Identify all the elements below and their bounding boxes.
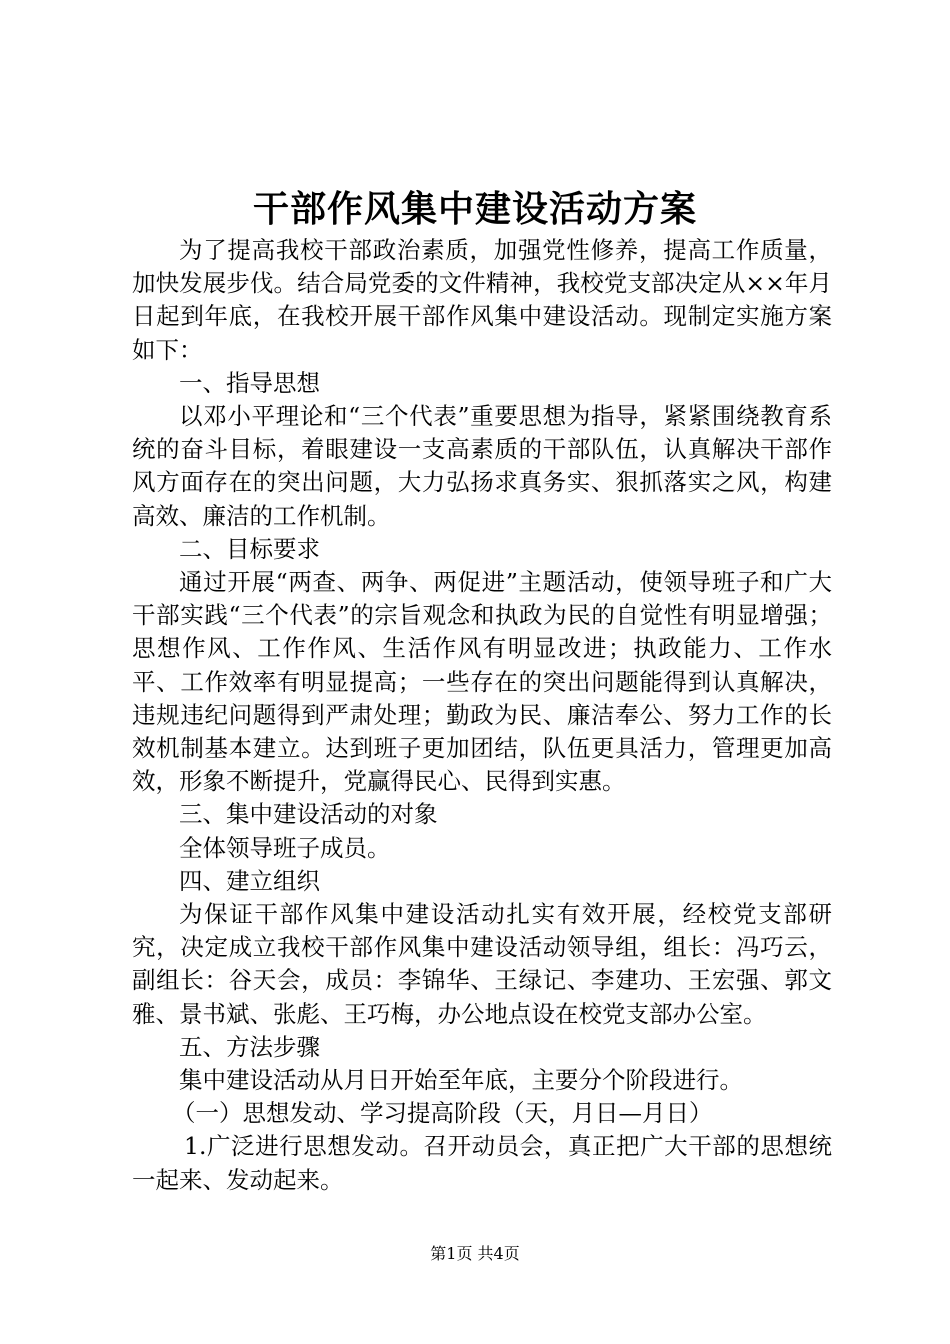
- section-heading-targets: 三、集中建设活动的对象: [179, 800, 438, 829]
- targets-paragraph: 全体领导班子成员。: [179, 833, 391, 862]
- page-number: 第1页 共4页: [430, 1244, 520, 1263]
- goals-paragraph: 通过开展“两查、两争、两促进”主题活动，使领导班子和广大干部实践“三个代表”的宗旨观念和执政为民的自觉性有明显增强；思想作风、工作作风、生活作风有明显改进；执政能力、工作水平、工作效率有明显提高；一些存在的突出问题能得到认真解决，违规违纪问题得到严肃处理；勤政为民、廉洁奉公、努力工作的长效机制基本建立。达到班子更加团结，队伍更具活力，管理更加高效，形象不断提升，党赢得民心、民得到实惠。: [132, 568, 832, 796]
- section-heading-guiding-thought: 一、指导思想: [179, 368, 320, 397]
- document-title: 干部作风集中建设活动方案: [252, 188, 697, 230]
- organization-paragraph: 为保证干部作风集中建设活动扎实有效开展，经校党支部研究，决定成立我校干部作风集中建设活动领导组，组长：冯巧云，副组长：谷天会，成员：李锦华、王绿记、李建功、王宏强、郭文雅、景书斌、张彪、王巧梅，办公地点设在校党支部办公室。: [132, 900, 832, 1028]
- section-heading-organization: 四、建立组织: [179, 866, 320, 895]
- steps-paragraph: 集中建设活动从月日开始至年底，主要分个阶段进行。: [179, 1066, 743, 1095]
- section-heading-goals: 二、目标要求: [179, 534, 320, 563]
- stage-one-item-1: 1.广泛进行思想发动。召开动员会，真正把广大干部的思想统一起来、发动起来。: [132, 1132, 832, 1194]
- stage-one-heading: （一）思想发动、学习提高阶段（天，月日—月日）: [172, 1099, 713, 1128]
- document-body: [132, 234, 832, 1197]
- intro-paragraph: 为了提高我校干部政治素质，加强党性修养，提高工作质量，加快发展步伐。结合局党委的文件精神，我校党支部决定从××年月日起到年底，在我校开展干部作风集中建设活动。现制定实施方案如下：: [132, 236, 832, 364]
- guiding-thought-paragraph: 以邓小平理论和“三个代表”重要思想为指导，紧紧围绕教育系统的奋斗目标，着眼建设一支高素质的干部队伍，认真解决干部作风方面存在的突出问题，大力弘扬求真务实、狠抓落实之风，构建高效、廉洁的工作机制。: [132, 402, 832, 530]
- section-heading-steps: 五、方法步骤: [179, 1032, 320, 1061]
